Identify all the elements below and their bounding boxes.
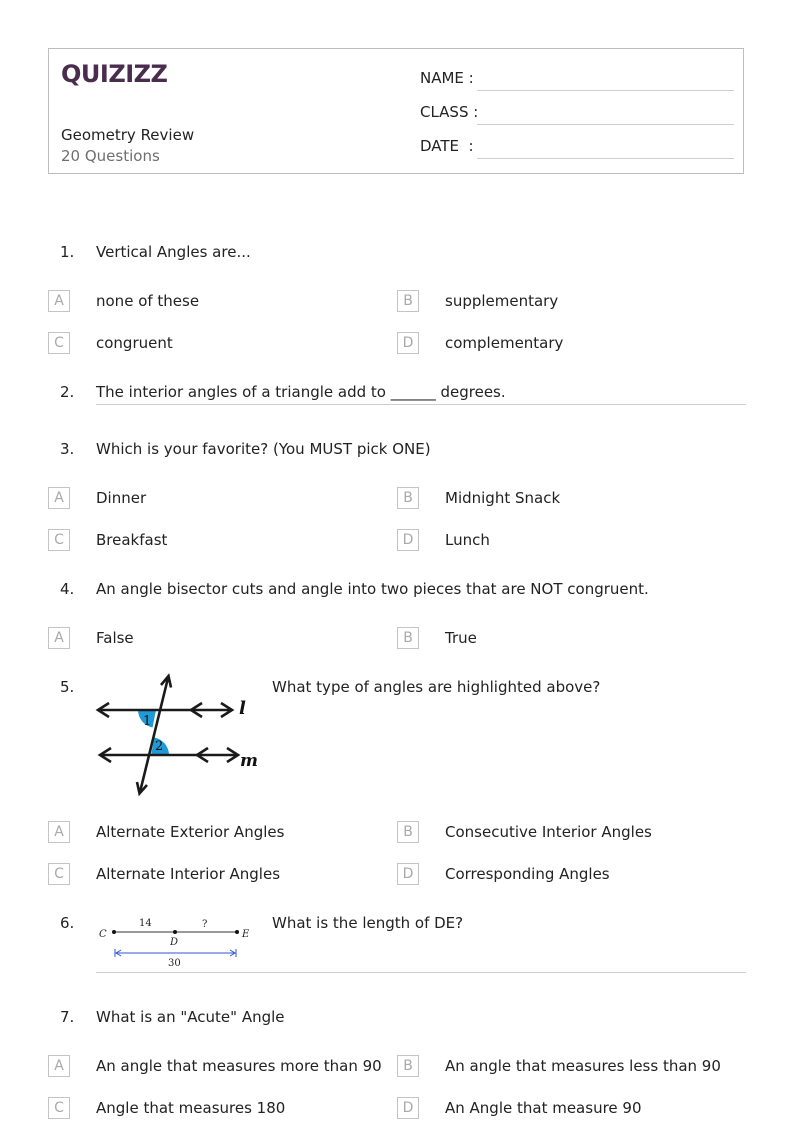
answer-line[interactable]	[96, 972, 746, 973]
option-text[interactable]: True	[445, 629, 477, 647]
label-c: C	[99, 929, 107, 940]
question-number: 7.	[60, 1008, 75, 1026]
point-c	[112, 930, 116, 934]
option-text[interactable]: Midnight Snack	[445, 489, 561, 507]
option-letter-a[interactable]: A	[48, 1055, 70, 1077]
question-text: What is an "Acute" Angle	[96, 1008, 285, 1026]
option-text[interactable]: Alternate Interior Angles	[96, 865, 281, 883]
option-text[interactable]: Alternate Exterior Angles	[96, 823, 285, 841]
label-de-unknown: ?	[202, 919, 208, 930]
label-cd-length: 14	[139, 918, 152, 929]
option-letter-d[interactable]: D	[397, 1097, 419, 1119]
option-letter-b[interactable]: B	[397, 821, 419, 843]
segment-figure	[96, 912, 256, 972]
question-number: 5.	[60, 678, 75, 696]
option-text[interactable]: Breakfast	[96, 531, 168, 549]
option-text[interactable]: Dinner	[96, 489, 147, 507]
option-letter-d[interactable]: D	[397, 863, 419, 885]
date-line	[477, 158, 734, 159]
question-text: What type of angles are highlighted above?	[272, 678, 601, 696]
question-number: 1.	[60, 243, 75, 261]
option-text[interactable]: An Angle that measure 90	[445, 1099, 642, 1117]
option-text[interactable]: An angle that measures more than 90	[96, 1057, 382, 1075]
option-text[interactable]: Consecutive Interior Angles	[445, 823, 652, 841]
question-number: 2.	[60, 383, 75, 401]
class-field[interactable]	[420, 99, 734, 125]
label-d: D	[170, 937, 179, 948]
option-text[interactable]: Lunch	[445, 531, 490, 549]
question-number: 4.	[60, 580, 75, 598]
option-text[interactable]: none of these	[96, 292, 200, 310]
worksheet-header	[48, 48, 744, 174]
angle-1-label: 1	[143, 714, 152, 729]
quizizz-logo	[61, 59, 168, 89]
option-letter-b[interactable]: B	[397, 487, 419, 509]
option-text[interactable]: An angle that measures less than 90	[445, 1057, 721, 1075]
worksheet-title: Geometry Review	[61, 126, 195, 144]
option-text[interactable]: False	[96, 629, 134, 647]
option-letter-c[interactable]: C	[48, 863, 70, 885]
line-m-label: m	[240, 751, 258, 771]
question-text: The interior angles of a triangle add to ______ degrees.	[96, 383, 506, 401]
date-field[interactable]	[420, 133, 734, 159]
option-text[interactable]: congruent	[96, 334, 173, 352]
question-text: Vertical Angles are...	[96, 243, 251, 261]
name-field[interactable]	[420, 65, 734, 91]
class-line	[477, 124, 734, 125]
point-e	[235, 930, 239, 934]
svg-text:QUIZIZZ: QUIZIZZ	[61, 60, 168, 88]
line-l-label: l	[239, 698, 246, 719]
question-number: 6.	[60, 914, 75, 932]
name-label: NAME :	[420, 69, 474, 87]
option-letter-a[interactable]: A	[48, 290, 70, 312]
option-letter-b[interactable]: B	[397, 290, 419, 312]
point-d	[173, 930, 177, 934]
option-text[interactable]: supplementary	[445, 292, 559, 310]
option-letter-a[interactable]: A	[48, 487, 70, 509]
option-text[interactable]: complementary	[445, 334, 564, 352]
answer-line[interactable]	[96, 404, 746, 405]
option-letter-c[interactable]: C	[48, 1097, 70, 1119]
date-label: DATE :	[420, 137, 474, 155]
option-letter-c[interactable]: C	[48, 332, 70, 354]
label-ce-length: 30	[168, 958, 181, 969]
class-label: CLASS :	[420, 103, 479, 121]
question-text: Which is your favorite? (You MUST pick ONE)	[96, 440, 431, 458]
name-line	[477, 90, 734, 91]
transversal-line	[140, 678, 168, 792]
option-letter-c[interactable]: C	[48, 529, 70, 551]
option-letter-b[interactable]: B	[397, 1055, 419, 1077]
option-letter-a[interactable]: A	[48, 627, 70, 649]
angle-2-label: 2	[155, 739, 164, 754]
label-e: E	[242, 929, 250, 940]
option-letter-a[interactable]: A	[48, 821, 70, 843]
question-text: An angle bisector cuts and angle into two pieces that are NOT congruent.	[96, 580, 649, 598]
option-text[interactable]: Angle that measures 180	[96, 1099, 286, 1117]
option-letter-d[interactable]: D	[397, 332, 419, 354]
question-text: What is the length of DE?	[272, 914, 464, 932]
parallel-lines-figure	[94, 672, 264, 800]
option-letter-d[interactable]: D	[397, 529, 419, 551]
question-count: 20 Questions	[61, 147, 160, 165]
option-letter-b[interactable]: B	[397, 627, 419, 649]
question-number: 3.	[60, 440, 75, 458]
option-text[interactable]: Corresponding Angles	[445, 865, 610, 883]
